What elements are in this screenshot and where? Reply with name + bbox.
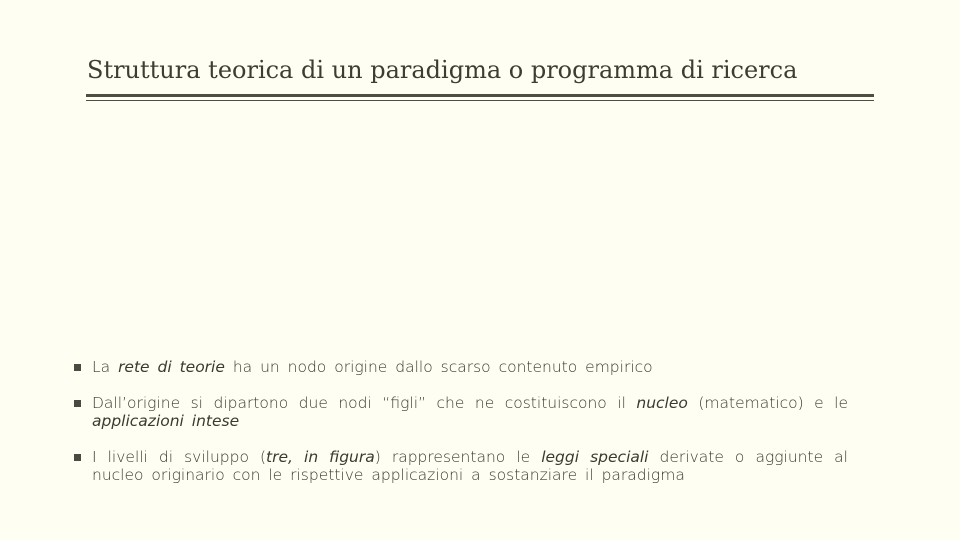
title-rule-thick bbox=[86, 94, 874, 97]
bullet-item bbox=[74, 358, 848, 376]
bullet-text-1: La rete di teorie ha un nodo origine dallo scarso contenuto empirico bbox=[92, 358, 653, 376]
bullet-text-2: Dall’origine si dipartono due nodi “figli” che ne costituiscono il nucleo (matematico) e le applicazioni intese bbox=[92, 394, 849, 430]
square-bullet-icon bbox=[74, 454, 81, 461]
square-bullet-icon bbox=[74, 364, 81, 371]
square-bullet-icon bbox=[74, 400, 81, 407]
bullet-text-3: I livelli di sviluppo (tre, in figura) rappresentano le leggi speciali derivate o aggiunte al nucleo originario con le rispettive applicazioni a sostanziare il paradigma bbox=[92, 448, 848, 484]
bullet-list bbox=[74, 358, 848, 502]
bullet-item bbox=[74, 394, 848, 430]
title-rule-thin bbox=[86, 100, 874, 101]
slide-title: Struttura teorica di un paradigma o programma di ricerca bbox=[87, 56, 798, 84]
bullet-item bbox=[74, 448, 848, 484]
